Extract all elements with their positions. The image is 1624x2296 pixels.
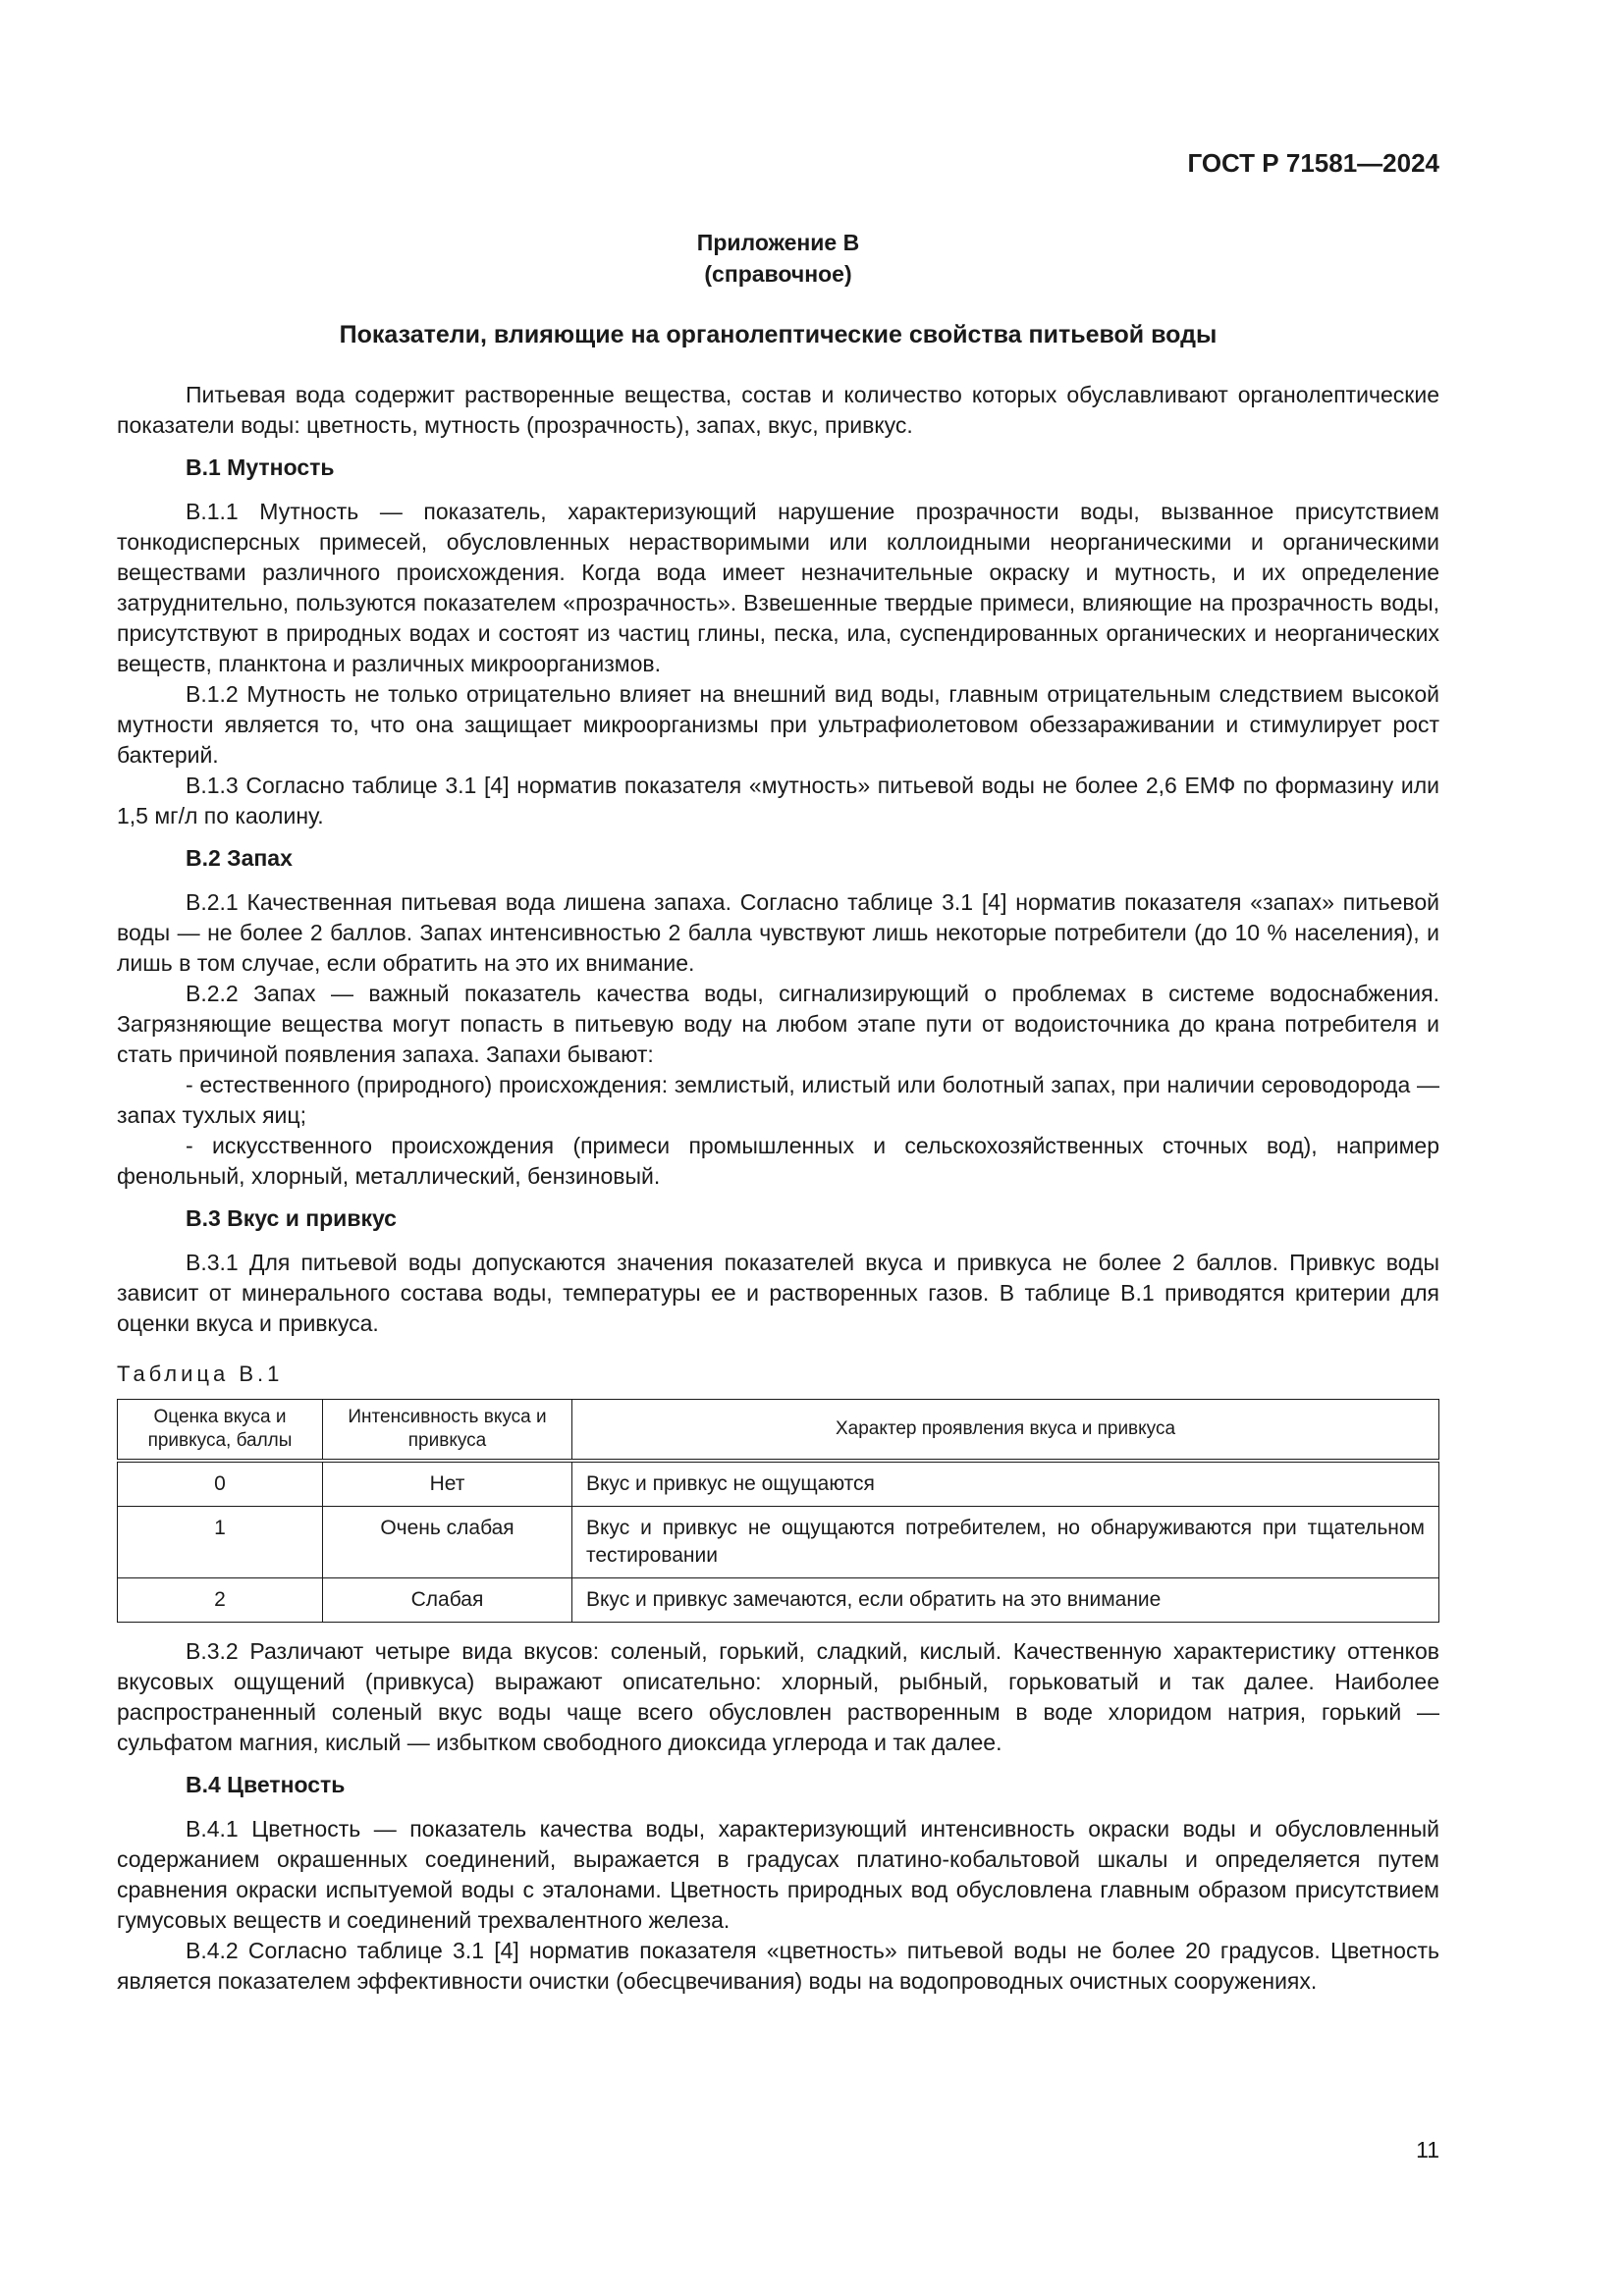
annex-main-title: Показатели, влияющие на органолептические свойства питьевой воды (339, 321, 1218, 348)
table-cell: Вкус и привкус не ощущаются потребителем, но обнаруживаются при тщательном тестировании (572, 1507, 1439, 1578)
table-row (118, 1507, 1439, 1578)
paragraph-b-4-2: В.4.2 Согласно таблице 3.1 [4] норматив показателя «цветность» питьевой воды не более 20 градусов. Цветность является показателем эффективности очистки (обесцвечивания) воды на водопроводных очистных сооружениях. (117, 1938, 1439, 1994)
table-header-cell: Характер проявления вкуса и привкуса (572, 1400, 1439, 1462)
paragraph-b-1-3: В.1.3 Согласно таблице 3.1 [4] норматив показателя «мутность» питьевой воды не более 2,6 ЕМФ по формазину или 1,5 мг/л по каолину. (117, 773, 1439, 828)
section-heading-odor: В.2 Запах (186, 845, 293, 871)
standard-code: ГОСТ Р 71581—2024 (1187, 148, 1439, 178)
section-heading-turbidity: В.1 Мутность (186, 454, 335, 480)
table-cell: 0 (118, 1461, 323, 1507)
table-cell: Вкус и привкус замечаются, если обратить на это внимание (572, 1578, 1439, 1623)
paragraph-b-4-1: В.4.1 Цветность — показатель качества воды, характеризующий интенсивность окраски воды и обусловленный содержанием окрашенных соединений, выражается в градусах платино-кобальтовой шкалы и определяется путем сравнения окраски испытуемой воды с эталонами. Цветность природных вод обусловлена главным образом присутствием гумусовых веществ и соединений трехвалентного железа. (117, 1816, 1439, 1933)
paragraph-b-3-1: В.3.1 Для питьевой воды допускаются значения показателей вкуса и привкуса не более 2 баллов. Привкус воды зависит от минерального состава воды, температуры ее и растворенных газов. В таблице В.1 приводятся критерии для оценки вкуса и привкуса. (117, 1250, 1439, 1336)
document-page (117, 0, 1439, 2296)
table-header-row (118, 1400, 1439, 1462)
annex-title (117, 227, 1439, 290)
annex-title-line2: (справочное) (704, 261, 852, 287)
table-cell: Нет (323, 1461, 572, 1507)
taste-assessment-table (117, 1399, 1439, 1623)
paragraph-b-1-1: В.1.1 Мутность — показатель, характеризующий нарушение прозрачности воды, вызванное присутствием тонкодисперсных примесей, обусловленных нерастворимыми или коллоидными неорганическими и органическими веществами различного происхождения. Когда вода имеет незначительные окраску и мутность, и их определение затруднительно, пользуются показателем «прозрачность». Взвешенные твердые примеси, влияющие на прозрачность воды, присутствуют в природных водах и состоят из частиц глины, песка, ила, суспендированных органических и неорганических веществ, планктона и различных микроорганизмов. (117, 499, 1439, 676)
table-row (118, 1461, 1439, 1507)
table-header-cell: Интенсивность вкуса и привкуса (323, 1400, 572, 1462)
paragraph-b-3-2: В.3.2 Различают четыре вида вкусов: соленый, горький, сладкий, кислый. Качественную характеристику оттенков вкусовых ощущений (привкуса) выражают описательно: хлорный, рыбный, горьковатый и так далее. Наиболее распространенный соленый вкус воды чаще всего обусловлен растворенным в воде хлоридом натрия, горький — сульфатом магния, кислый — избытком свободного диоксида углерода и так далее. (117, 1638, 1439, 1755)
document-body (117, 380, 1439, 1997)
table-cell: Вкус и привкус не ощущаются (572, 1461, 1439, 1507)
table-cell: Слабая (323, 1578, 572, 1623)
table-header-cell: Оценка вкуса и привкуса, баллы (118, 1400, 323, 1462)
paragraph-b-1-2: В.1.2 Мутность не только отрицательно влияет на внешний вид воды, главным отрицательным следствием высокой мутности является то, что она защищает микроорганизмы при ультрафиолетовом обеззараживании и стимулирует рост бактерий. (117, 681, 1439, 768)
page-number: 11 (1416, 2137, 1439, 2163)
list-item-artificial-odor: - искусственного происхождения (примеси промышленных и сельскохозяйственных сточных вод), например фенольный, хлорный, металлический, бензиновый. (117, 1133, 1439, 1189)
list-item-natural-odor: - естественного (природного) происхождения: землистый, илистый или болотный запах, при наличии сероводорода — запах тухлых яиц; (117, 1072, 1439, 1128)
table-cell: Очень слабая (323, 1507, 572, 1578)
table-cell: 2 (118, 1578, 323, 1623)
table-caption: Таблица В.1 (117, 1362, 284, 1386)
paragraph-b-2-1: В.2.1 Качественная питьевая вода лишена запаха. Согласно таблице 3.1 [4] норматив показателя «запах» питьевой воды — не более 2 баллов. Запах интенсивностью 2 балла чувствуют лишь некоторые потребители (до 10 % населения), и лишь в том случае, если обратить на это их внимание. (117, 889, 1439, 976)
table-row (118, 1578, 1439, 1623)
paragraph-b-2-2: В.2.2 Запах — важный показатель качества воды, сигнализирующий о проблемах в системе водоснабжения. Загрязняющие вещества могут попасть в питьевую воду на любом этапе пути от водоисточника до крана потребителя и стать причиной появления запаха. Запахи бывают: (117, 981, 1439, 1067)
annex-title-line1: Приложение В (696, 230, 860, 255)
intro-paragraph: Питьевая вода содержит растворенные вещества, состав и количество которых обуславливают органолептические показатели воды: цветность, мутность (прозрачность), запах, вкус, привкус. (117, 382, 1439, 438)
section-heading-color: В.4 Цветность (186, 1772, 346, 1797)
table-cell: 1 (118, 1507, 323, 1578)
section-heading-taste: В.3 Вкус и привкус (186, 1205, 397, 1231)
